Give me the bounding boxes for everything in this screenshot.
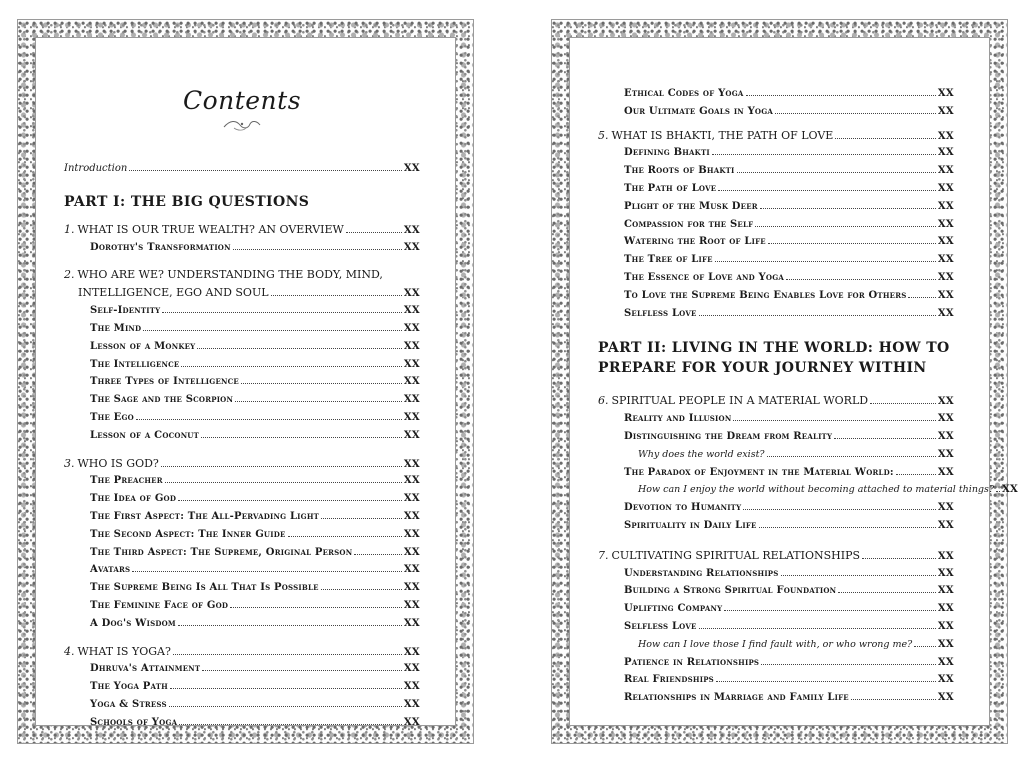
toc-section-entry[interactable] <box>64 356 420 374</box>
chapter-title: CULTIVATING SPIRITUAL RELATIONSHIPS <box>611 548 861 562</box>
toc-section-entry[interactable] <box>598 654 954 672</box>
dot-leader <box>132 571 402 572</box>
page-number: XX <box>937 519 954 531</box>
dot-leader <box>321 589 402 590</box>
entry-label: The Yoga Path <box>90 681 168 693</box>
dot-leader <box>862 558 936 559</box>
entry-label: The Second Aspect: The Inner Guide <box>90 528 286 540</box>
page-number: XX <box>403 663 420 675</box>
page-number: XX <box>937 271 954 283</box>
toc-section-entry[interactable] <box>64 561 420 579</box>
toc-section-entry[interactable] <box>64 508 420 526</box>
chapter-number: 6. <box>598 394 609 408</box>
page-number: XX <box>937 692 954 704</box>
dot-leader <box>908 297 935 298</box>
dot-leader <box>743 509 936 510</box>
page-number: XX <box>937 550 954 562</box>
dot-leader <box>786 279 936 280</box>
dot-leader <box>746 95 936 96</box>
dot-leader <box>170 688 402 689</box>
dot-leader <box>699 315 936 316</box>
dot-leader <box>724 610 936 611</box>
toc-section-entry[interactable] <box>598 618 954 636</box>
chapter-number: 3. <box>64 456 75 470</box>
entry-label: The Essence of Love and Yoga <box>624 271 785 283</box>
dot-leader <box>165 482 402 483</box>
entry-label: The Roots of Bhakti <box>624 165 735 177</box>
page-number: XX <box>403 493 420 505</box>
dot-leader <box>288 536 402 537</box>
entry-label: Yoga & Stress <box>90 698 167 710</box>
dot-leader <box>233 249 402 250</box>
page-number: XX <box>937 254 954 266</box>
dot-leader <box>712 154 936 155</box>
dot-leader <box>178 625 402 626</box>
page-number: XX <box>403 716 420 728</box>
entry-label: The Intelligence <box>90 358 180 370</box>
page-number: XX <box>403 646 420 658</box>
dot-leader <box>161 466 402 467</box>
page-number: XX <box>403 376 420 388</box>
dot-leader <box>699 628 936 629</box>
chapter-1-sections <box>64 239 420 257</box>
toc-entry-introduction[interactable] <box>64 160 420 178</box>
page-number: XX <box>937 603 954 615</box>
dot-leader <box>143 330 402 331</box>
page-number: XX <box>937 200 954 212</box>
chapter-title: WHAT IS BHAKTI, THE PATH OF LOVE <box>611 128 834 142</box>
chapter-title: WHAT IS OUR TRUE WEALTH? AN OVERVIEW <box>77 222 344 236</box>
toc-section-entry[interactable] <box>64 696 420 714</box>
entry-label: Dhruva's Attainment <box>90 663 201 675</box>
page-number: XX <box>937 105 954 117</box>
page-number: XX <box>403 582 420 594</box>
dot-leader <box>354 554 402 555</box>
toc-section-entry[interactable] <box>64 678 420 696</box>
entry-label: Selfless Love <box>624 307 697 319</box>
chapter-2-entry[interactable] <box>64 266 420 302</box>
page-number: XX <box>403 546 420 558</box>
dot-leader <box>851 699 936 700</box>
dot-leader <box>230 607 402 608</box>
chapter-7-entry[interactable] <box>598 547 954 565</box>
page-number: XX <box>937 236 954 248</box>
chapter-3-sections <box>64 472 420 632</box>
dot-leader <box>996 491 1000 492</box>
dot-leader <box>181 366 401 367</box>
toc-section-entry[interactable] <box>64 302 420 320</box>
dot-leader <box>775 113 936 114</box>
toc-section-entry[interactable] <box>598 103 954 121</box>
dot-leader <box>241 383 402 384</box>
toc-section-entry[interactable] <box>598 671 954 689</box>
entry-label: Selfless Love <box>624 620 697 632</box>
dot-leader <box>737 172 936 173</box>
page-number: XX <box>937 567 954 579</box>
toc-section-entry[interactable] <box>598 287 954 305</box>
entry-label: The Supreme Being Is All That Is Possible <box>90 582 319 594</box>
entry-label: Watering the Root of Life <box>624 236 766 248</box>
page-number: XX <box>937 620 954 632</box>
page-number: XX <box>403 429 420 441</box>
page-number: XX <box>403 358 420 370</box>
chapter-number: 1. <box>64 222 75 236</box>
entry-label: Plight of the Musk Deer <box>624 200 758 212</box>
toc-section-entry[interactable] <box>64 579 420 597</box>
entry-label: Compassion for the Self <box>624 218 754 230</box>
toc-section-entry[interactable] <box>64 490 420 508</box>
chapter-4-sections <box>64 660 420 731</box>
toc-section-entry[interactable] <box>598 85 954 103</box>
dot-leader <box>271 295 402 296</box>
toc-section-entry[interactable] <box>598 216 954 234</box>
entry-label: The Ego <box>90 411 134 423</box>
page-number: XX <box>403 340 420 352</box>
chapter-title-line-2: INTELLIGENCE, EGO AND SOUL <box>78 286 269 300</box>
entry-label: Lesson of a Coconut <box>90 429 199 441</box>
dot-leader <box>346 232 402 233</box>
page-number: XX <box>403 394 420 406</box>
dot-leader <box>834 438 936 439</box>
toc-section-entry[interactable] <box>598 565 954 583</box>
page-number: XX <box>937 448 954 460</box>
dot-leader <box>835 138 936 139</box>
page-number: XX <box>403 288 420 300</box>
page-number: XX <box>403 458 420 470</box>
left-page <box>17 19 474 744</box>
entry-label: The Third Aspect: The Supreme, Original Person <box>90 546 353 558</box>
entry-label: To Love the Supreme Being Enables Love for Others <box>624 289 907 301</box>
entry-label: Reality and Illusion <box>624 413 732 425</box>
entry-label: Avatars <box>90 564 131 576</box>
dot-leader <box>870 403 936 404</box>
dot-leader <box>896 474 936 475</box>
toc-section-entry[interactable] <box>598 464 954 482</box>
entry-label: Schools of Yoga <box>90 716 178 728</box>
entry-label: Building a Strong Spiritual Foundation <box>624 585 837 597</box>
toc-section-entry[interactable] <box>64 320 420 338</box>
dot-leader <box>235 401 402 402</box>
page-number: XX <box>937 289 954 301</box>
entry-label: The Feminine Face of God <box>90 599 229 611</box>
chapter-title: SPIRITUAL PEOPLE IN A MATERIAL WORLD <box>611 394 869 408</box>
dot-leader <box>129 170 402 171</box>
dot-leader <box>178 500 402 501</box>
flourish-ornament-icon <box>64 117 420 133</box>
page-number: XX <box>403 163 420 174</box>
toc-section-entry[interactable] <box>598 689 954 707</box>
page-number: XX <box>403 322 420 334</box>
chapter-4-sections-continued <box>598 85 954 121</box>
part-2-title-line-2: PREPARE FOR YOUR JOURNEY WITHIN <box>598 360 927 377</box>
entry-label: Three Types of Intelligence <box>90 376 239 388</box>
page-number: XX <box>403 617 420 629</box>
dot-leader <box>768 243 936 244</box>
page-number: XX <box>403 681 420 693</box>
page-number: XX <box>403 411 420 423</box>
dot-leader <box>759 527 936 528</box>
toc-section-entry[interactable] <box>598 517 954 535</box>
toc-section-entry[interactable] <box>598 251 954 269</box>
toc-section-entry[interactable] <box>64 391 420 409</box>
page-number: XX <box>937 307 954 319</box>
part-1-title: PART I: THE BIG QUESTIONS <box>64 193 310 210</box>
left-page-inner <box>35 37 456 726</box>
page-number: XX <box>403 528 420 540</box>
toc-section-entry[interactable] <box>64 660 420 678</box>
entry-label: Why does the world exist? <box>638 448 765 460</box>
chapter-5-entry[interactable] <box>598 127 954 145</box>
toc-section-entry[interactable] <box>64 373 420 391</box>
dot-leader <box>718 190 936 191</box>
entry-label: The Idea of God <box>90 493 177 505</box>
chapter-1-entry[interactable] <box>64 221 420 239</box>
page-number: XX <box>937 656 954 668</box>
chapter-3-entry[interactable] <box>64 455 420 473</box>
chapter-2-sections <box>64 302 420 444</box>
page-number: XX <box>403 241 420 253</box>
entry-label: Distinguishing the Dream from Reality <box>624 430 833 442</box>
toc-section-entry[interactable] <box>598 305 954 323</box>
toc-section-entry[interactable] <box>64 544 420 562</box>
dot-leader <box>760 208 936 209</box>
toc-question-entry[interactable] <box>598 481 1019 499</box>
page-number: XX <box>937 130 954 142</box>
toc-section-entry[interactable] <box>598 582 954 600</box>
entry-label: Defining Bhakti <box>624 147 710 159</box>
toc-section-entry[interactable] <box>598 180 954 198</box>
page-number: XX <box>403 698 420 710</box>
right-page-inner <box>569 37 1019 726</box>
entry-label: Ethical Codes of Yoga <box>624 88 744 99</box>
dot-leader <box>169 706 402 707</box>
toc-section-entry[interactable] <box>598 162 954 180</box>
left-toc <box>64 38 420 732</box>
toc-question-entry[interactable] <box>598 446 954 464</box>
toc-section-entry[interactable] <box>64 338 420 356</box>
toc-section-entry[interactable] <box>64 239 420 257</box>
entry-label: The Path of Love <box>624 182 717 194</box>
right-page <box>551 19 1019 744</box>
right-toc <box>598 38 1019 707</box>
dot-leader <box>162 312 402 313</box>
page-number: XX <box>403 564 420 576</box>
page-number: XX <box>1001 484 1019 496</box>
toc-section-entry[interactable] <box>598 269 954 287</box>
dot-leader <box>716 681 936 682</box>
page-number: XX <box>403 510 420 522</box>
page-number: XX <box>403 224 420 236</box>
page-number: XX <box>937 88 954 99</box>
entry-label: The First Aspect: The All-Pervading Light <box>90 510 320 522</box>
page-number: XX <box>937 218 954 230</box>
toc-section-entry[interactable] <box>64 526 420 544</box>
entry-label: Our Ultimate Goals in Yoga <box>624 105 774 117</box>
entry-label: The Mind <box>90 322 142 334</box>
entry-label: How can I enjoy the world without becoming attached to material things? <box>638 484 994 496</box>
toc-section-entry[interactable] <box>64 427 420 445</box>
dot-leader <box>179 724 402 725</box>
toc-section-entry[interactable] <box>598 410 954 428</box>
dot-leader <box>202 670 402 671</box>
dot-leader <box>838 592 936 593</box>
entry-label: Understanding Relationships <box>624 567 779 579</box>
chapter-title: WHAT IS YOGA? <box>77 644 171 658</box>
entry-label: Dorothy's Transformation <box>90 241 231 253</box>
entry-label: A Dog's Wisdom <box>90 617 176 629</box>
chapter-title: WHO IS GOD? <box>77 456 159 470</box>
dot-leader <box>136 419 402 420</box>
dot-leader <box>781 575 936 576</box>
page-number: XX <box>937 466 954 478</box>
toc-question-entry[interactable] <box>598 636 954 654</box>
page-number: XX <box>937 413 954 425</box>
entry-label: The Preacher <box>90 475 163 487</box>
entry-label: How can I love those I find fault with, or who wrong me? <box>638 638 913 650</box>
chapter-4-entry[interactable] <box>64 643 420 661</box>
entry-label: Uplifting Company <box>624 603 723 615</box>
page-number: XX <box>403 305 420 317</box>
dot-leader <box>715 261 936 262</box>
page-number: XX <box>937 165 954 177</box>
page-number: XX <box>403 475 420 487</box>
toc-section-entry[interactable] <box>64 597 420 615</box>
dot-leader <box>201 437 402 438</box>
chapter-6-sections <box>598 410 1019 535</box>
chapter-title-line-1: WHO ARE WE? UNDERSTANDING THE BODY, MIND, <box>77 268 383 282</box>
page-number: XX <box>937 182 954 194</box>
toc-section-entry[interactable] <box>598 144 954 162</box>
dot-leader <box>914 646 936 647</box>
toc-title: Contents <box>182 86 302 115</box>
toc-section-entry[interactable] <box>64 714 420 732</box>
chapter-6-entry[interactable] <box>598 392 954 410</box>
toc-section-entry[interactable] <box>598 233 954 251</box>
entry-label: Introduction <box>64 163 128 174</box>
dot-leader <box>197 348 402 349</box>
chapter-number: 4. <box>64 644 75 658</box>
page-number: XX <box>937 638 954 650</box>
entry-label: Patience in Relationships <box>624 656 760 668</box>
toc-section-entry[interactable] <box>64 472 420 490</box>
chapter-5-sections <box>598 144 954 322</box>
page-number: XX <box>937 674 954 686</box>
part-2-title-line-1: PART II: LIVING IN THE WORLD: HOW TO <box>598 340 950 357</box>
entry-label: Real Friendships <box>624 674 714 686</box>
entry-label: The Paradox of Enjoyment in the Material World: <box>624 466 894 478</box>
chapter-number: 5. <box>598 128 609 142</box>
entry-label: The Sage and the Scorpion <box>90 394 234 406</box>
toc-section-entry[interactable] <box>598 428 954 446</box>
page-number: XX <box>937 502 954 514</box>
page-number: XX <box>937 585 954 597</box>
dot-leader <box>173 654 402 655</box>
toc-section-entry[interactable] <box>64 409 420 427</box>
chapter-number: 7. <box>598 548 609 562</box>
page-number: XX <box>937 147 954 159</box>
entry-label: Relationships in Marriage and Family Life <box>624 692 849 704</box>
page-number: XX <box>937 396 954 408</box>
dot-leader <box>733 420 935 421</box>
entry-label: Spirituality in Daily Life <box>624 519 757 531</box>
entry-label: The Tree of Life <box>624 254 713 266</box>
toc-section-entry[interactable] <box>598 600 954 618</box>
chapter-7-sections <box>598 565 954 707</box>
page-number: XX <box>403 599 420 611</box>
entry-label: Devotion to Humanity <box>624 502 742 514</box>
dot-leader <box>755 226 936 227</box>
toc-section-entry[interactable] <box>64 615 420 633</box>
entry-label: Self-Identity <box>90 305 161 317</box>
toc-section-entry[interactable] <box>598 499 954 517</box>
entry-label: Lesson of a Monkey <box>90 340 196 352</box>
dot-leader <box>767 456 936 457</box>
dot-leader <box>761 664 936 665</box>
dot-leader <box>321 518 402 519</box>
toc-section-entry[interactable] <box>598 198 954 216</box>
page-number: XX <box>937 430 954 442</box>
chapter-number: 2. <box>64 268 75 282</box>
